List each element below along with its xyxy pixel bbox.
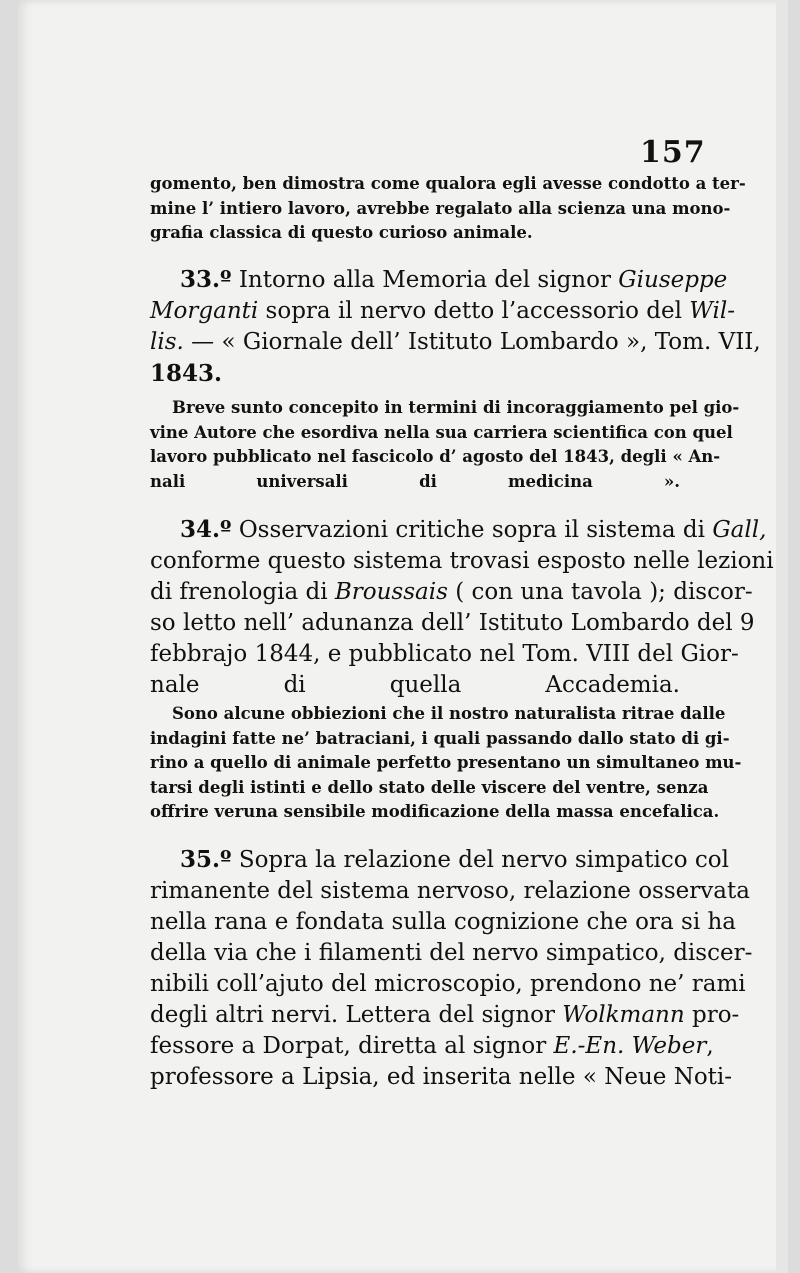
entry-35-line: 35.º Sopra la relazione del nervo simpatico col: [180, 846, 729, 873]
entry-34-line: febbrajo 1844, e pubblicato nel Tom. VIII del Gior-: [150, 641, 739, 667]
entry-35-line: nella rana e fondata sulla cognizione che ora si ha: [150, 909, 737, 935]
text-line: offrire veruna sensibile modificazione della massa encefalica.: [150, 802, 720, 821]
text-line: gomento, ben dimostra come qualora egli avesse condotto a ter-: [150, 174, 746, 193]
page-number: 157: [640, 135, 706, 170]
entry-35-line: rimanente del sistema nervoso, relazione osservata: [150, 878, 750, 904]
text-line: Sono alcune obbiezioni che il nostro naturalista ritrae dalle: [172, 704, 726, 723]
text-line: vine Autore che esordiva nella sua carriera scientifica con quel: [150, 422, 733, 442]
text-line: Breve sunto concepito in termini di incoraggiamento pel gio-: [172, 398, 740, 417]
entry-33-line: 1843.: [150, 360, 223, 387]
entry-34-line: conforme questo sistema trovasi esposto nelle lezioni: [150, 548, 774, 574]
entry-35-line: della via che i filamenti del nervo simpatico, discer-: [150, 940, 753, 966]
page-edge: [776, 0, 788, 1273]
entry-35-line: professore a Lipsia, ed inserita nelle « Neue Noti-: [150, 1064, 733, 1090]
entry-35: [150, 844, 753, 1093]
text-line: tarsi degli istinti e dello stato delle viscere del ventre, senza: [150, 777, 709, 797]
text-line: lavoro pubblicato nel fascicolo d’ agosto del 1843, degli « An-: [150, 447, 721, 466]
entry-34: [150, 514, 774, 701]
entry-34-line: so letto nell’ adunanza dell’ Istituto Lombardo del 9: [150, 610, 755, 636]
text-line: indagini fatte ne’ batraciani, i quali passando dallo stato di gi-: [150, 728, 730, 748]
entry-34-note: [150, 702, 742, 825]
entry-34-line: di frenologia di Broussais ( con una tavola ); discor-: [150, 579, 753, 605]
entry-35-line: degli altri nervi. Lettera del signor Wolkmann pro-: [150, 1002, 740, 1028]
entry-33-note: [150, 396, 740, 494]
entry-33: [150, 264, 761, 389]
entry-34-line: nale di quella Accademia.: [150, 672, 680, 698]
entry-33-line: 33.º Intorno alla Memoria del signor Giuseppe: [180, 266, 728, 293]
entry-34-line: 34.º Osservazioni critiche sopra il sistema di Gall,: [180, 516, 767, 543]
entry-35-line: fessore a Dorpat, diretta al signor E.-En. Weber,: [150, 1033, 714, 1059]
text-line: nali universali di medicina ».: [150, 471, 680, 491]
entry-33-line: lis. — « Giornale dell’ Istituto Lombardo », Tom. VII,: [150, 329, 761, 355]
entry-33-line: Morganti sopra il nervo detto l’accessorio del Wil-: [150, 298, 735, 324]
entry-35-line: nibili coll’ajuto del microscopio, prendono ne’ rami: [150, 971, 746, 997]
text-line: mine l’ intiero lavoro, avrebbe regalato alla scienza una mono-: [150, 198, 731, 218]
paragraph-continuation: [150, 172, 746, 246]
text-line: grafia classica di questo curioso animale.: [150, 223, 533, 242]
text-line: rino a quello di animale perfetto presentano un simultaneo mu-: [150, 753, 742, 772]
